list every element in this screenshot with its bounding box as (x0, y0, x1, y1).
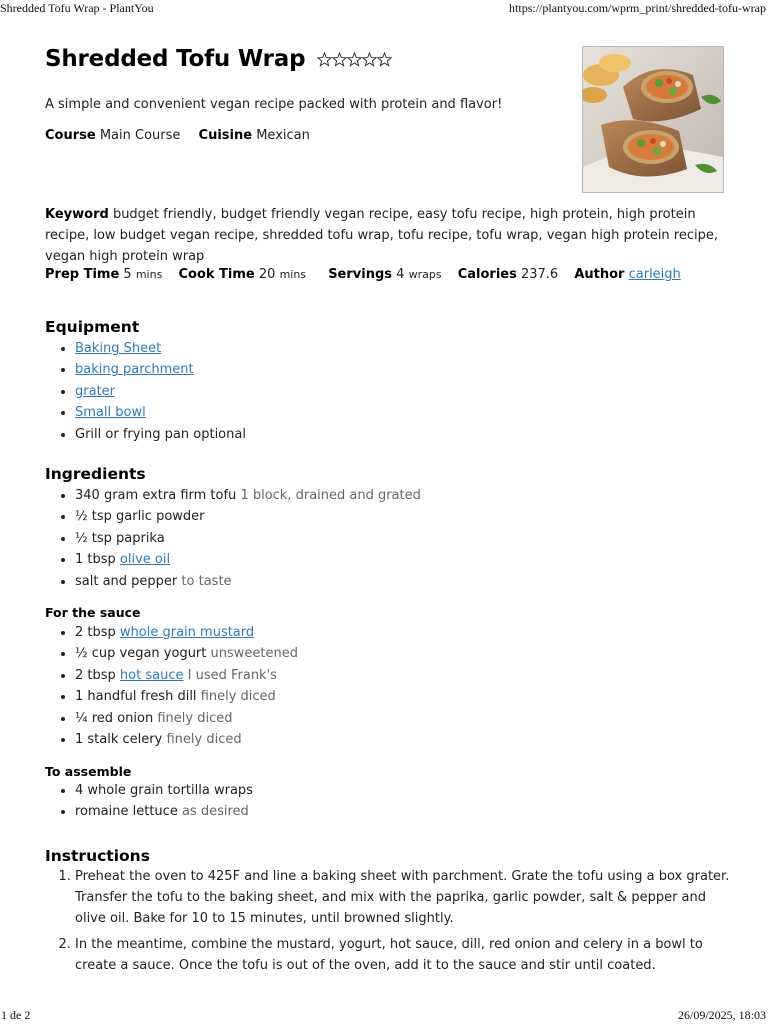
ingredient-note: 1 block, drained and grated (240, 488, 421, 503)
assemble-ingredients-list (45, 780, 253, 823)
prep-time-unit: mins (135, 268, 163, 281)
keyword-value: budget friendly, budget friendly vegan recipe, easy tofu recipe, high protein, high protein recipe, low budget vegan recipe, shredded tofu wrap, tofu recipe, tofu wrap, vegan high protein recipe, vegan high protein wrap (45, 207, 718, 264)
ingredient-amount: 2 tbsp (75, 667, 116, 683)
ingredient-note: finely diced (157, 710, 233, 726)
ingredient-amount: ½ tsp (75, 509, 112, 525)
cuisine-label: Cuisine (198, 128, 253, 143)
ingredient-name: vegan yogurt (119, 646, 207, 662)
ingredient-item (75, 801, 253, 822)
print-datetime: 26/09/2025, 18:03 (677, 1008, 766, 1022)
ingredient-amount: 1 tbsp (75, 552, 116, 568)
print-page-number: 1 de 2 (1, 1008, 31, 1022)
equipment-link[interactable]: Small bowl (75, 405, 146, 421)
star-rating-icon (317, 52, 393, 68)
equipment-item (75, 424, 246, 445)
ingredient-item (75, 571, 421, 592)
prep-time-value: 5 (123, 267, 132, 282)
ingredient-name: fresh dill (140, 689, 197, 705)
ingredient-item (75, 643, 298, 664)
equipment-item (75, 338, 246, 359)
ingredient-item (75, 528, 421, 549)
ingredient-item (75, 780, 253, 801)
assemble-group-heading: To assemble (45, 764, 132, 779)
calories-label: Calories (457, 267, 517, 282)
equipment-link[interactable]: baking parchment (75, 362, 194, 378)
sauce-ingredients-list (45, 622, 298, 750)
equipment-link[interactable]: grater (75, 383, 116, 399)
ingredient-item (75, 506, 421, 527)
rating-stars[interactable] (317, 52, 393, 68)
instructions-heading: Instructions (45, 847, 150, 865)
ingredient-amount: 4 (75, 783, 84, 798)
ingredient-link[interactable]: hot sauce (119, 667, 184, 683)
ingredient-name: whole grain tortilla wraps (87, 783, 253, 798)
equipment-item (75, 402, 246, 423)
servings-label: Servings (328, 267, 393, 282)
servings (328, 267, 441, 282)
recipe-keywords (45, 204, 725, 267)
calories (458, 267, 558, 282)
cook-time-value: 20 (258, 267, 276, 282)
ingredient-note: to taste (181, 573, 232, 589)
cook-time-label: Cook Time (178, 267, 255, 282)
ingredient-item (75, 729, 298, 750)
ingredient-name: red onion (91, 710, 154, 726)
calories-value: 237.6 (520, 267, 559, 282)
cuisine-tag (199, 128, 310, 143)
ingredient-item (75, 665, 298, 686)
ingredient-item (75, 622, 298, 643)
ingredient-item (75, 485, 421, 506)
ingredient-item (75, 686, 298, 707)
author-link[interactable]: carleigh (628, 267, 681, 282)
ingredient-item (75, 708, 298, 729)
ingredient-amount: ½ tsp (75, 530, 112, 546)
ingredient-amount: 2 tbsp (75, 625, 116, 640)
recipe-meta (45, 267, 693, 282)
ingredient-note: unsweetened (210, 646, 298, 662)
ingredient-note: finely diced (166, 731, 242, 747)
instruction-step: 1. Preheat the oven to 425F and line a baking sheet with parchment. Grate the tofu using a box grater. Transfer the tofu to the baking sheet, and mix with the paprika, garlic powder, salt & pepper and olive oil. Bake for 10 to 15 minutes, until browned slightly. (75, 866, 730, 929)
cook-time-unit: mins (279, 268, 307, 281)
ingredients-heading: Ingredients (45, 465, 146, 483)
ingredient-amount: 340 gram (75, 488, 139, 503)
ingredient-amount: ½ cup (75, 646, 116, 662)
ingredient-amount: 1 stalk (75, 731, 119, 747)
equipment-note: optional (193, 426, 246, 442)
recipe-photo (582, 46, 724, 193)
ingredient-link[interactable]: olive oil (119, 552, 171, 568)
ingredient-amount: 1 handful (75, 689, 137, 705)
author (574, 267, 680, 282)
star-icon[interactable] (317, 53, 330, 66)
ingredient-name: celery (122, 731, 163, 747)
ingredient-note: I used Frank's (187, 667, 277, 683)
ingredient-link[interactable]: whole grain mustard (119, 625, 255, 640)
print-header (0, 1, 768, 15)
equipment-item (75, 381, 246, 402)
keyword-label: Keyword (45, 207, 109, 222)
star-icon[interactable] (347, 53, 360, 66)
prep-time-label: Prep Time (45, 267, 120, 282)
author-label: Author (574, 267, 625, 282)
ingredient-amount: ¼ (75, 710, 88, 726)
star-icon[interactable] (377, 53, 390, 66)
equipment-link[interactable]: Baking Sheet (75, 341, 162, 356)
ingredient-note: finely diced (200, 689, 276, 705)
equipment-name: Grill or frying pan (75, 426, 190, 442)
instruction-step: 2. In the meantime, combine the mustard, yogurt, hot sauce, dill, red onion and celery in a bowl to create a sauce. Once the tofu is out of the oven, add it to the sauce and stir until coated. (75, 934, 730, 976)
ingredient-name: garlic powder (116, 509, 205, 525)
star-icon[interactable] (332, 53, 345, 66)
cook-time (178, 267, 306, 282)
ingredient-name: extra firm tofu (142, 488, 237, 503)
instructions-list (45, 866, 730, 981)
course-label: Course (45, 128, 96, 143)
print-url: https://plantyou.com/wprm_print/shredded-tofu-wrap (509, 1, 766, 15)
recipe-summary: A simple and convenient vegan recipe packed with protein and flavor! (45, 97, 503, 112)
recipe-title: Shredded Tofu Wrap (45, 46, 306, 72)
course-value: Main Course (99, 128, 181, 143)
recipe-title-row (45, 46, 393, 72)
course-tag (45, 128, 180, 143)
prep-time (45, 267, 162, 282)
ingredient-name: paprika (116, 530, 165, 546)
ingredient-note: as desired (181, 804, 249, 820)
equipment-heading: Equipment (45, 318, 140, 336)
servings-value: 4 (396, 267, 405, 282)
recipe-tags (45, 128, 324, 143)
cuisine-value: Mexican (256, 128, 310, 143)
ingredient-name: romaine lettuce (75, 804, 178, 820)
sauce-group-heading: For the sauce (45, 605, 141, 620)
ingredient-name: salt and pepper (75, 573, 178, 589)
equipment-item (75, 359, 246, 380)
star-icon[interactable] (362, 53, 375, 66)
servings-unit: wraps (408, 268, 442, 281)
print-page-title: Shredded Tofu Wrap - PlantYou (0, 1, 154, 15)
tofu-wrap-photo-icon (583, 47, 723, 192)
print-footer (0, 1008, 768, 1022)
ingredients-list (45, 485, 421, 592)
equipment-list (45, 338, 246, 445)
ingredient-item (75, 549, 421, 570)
